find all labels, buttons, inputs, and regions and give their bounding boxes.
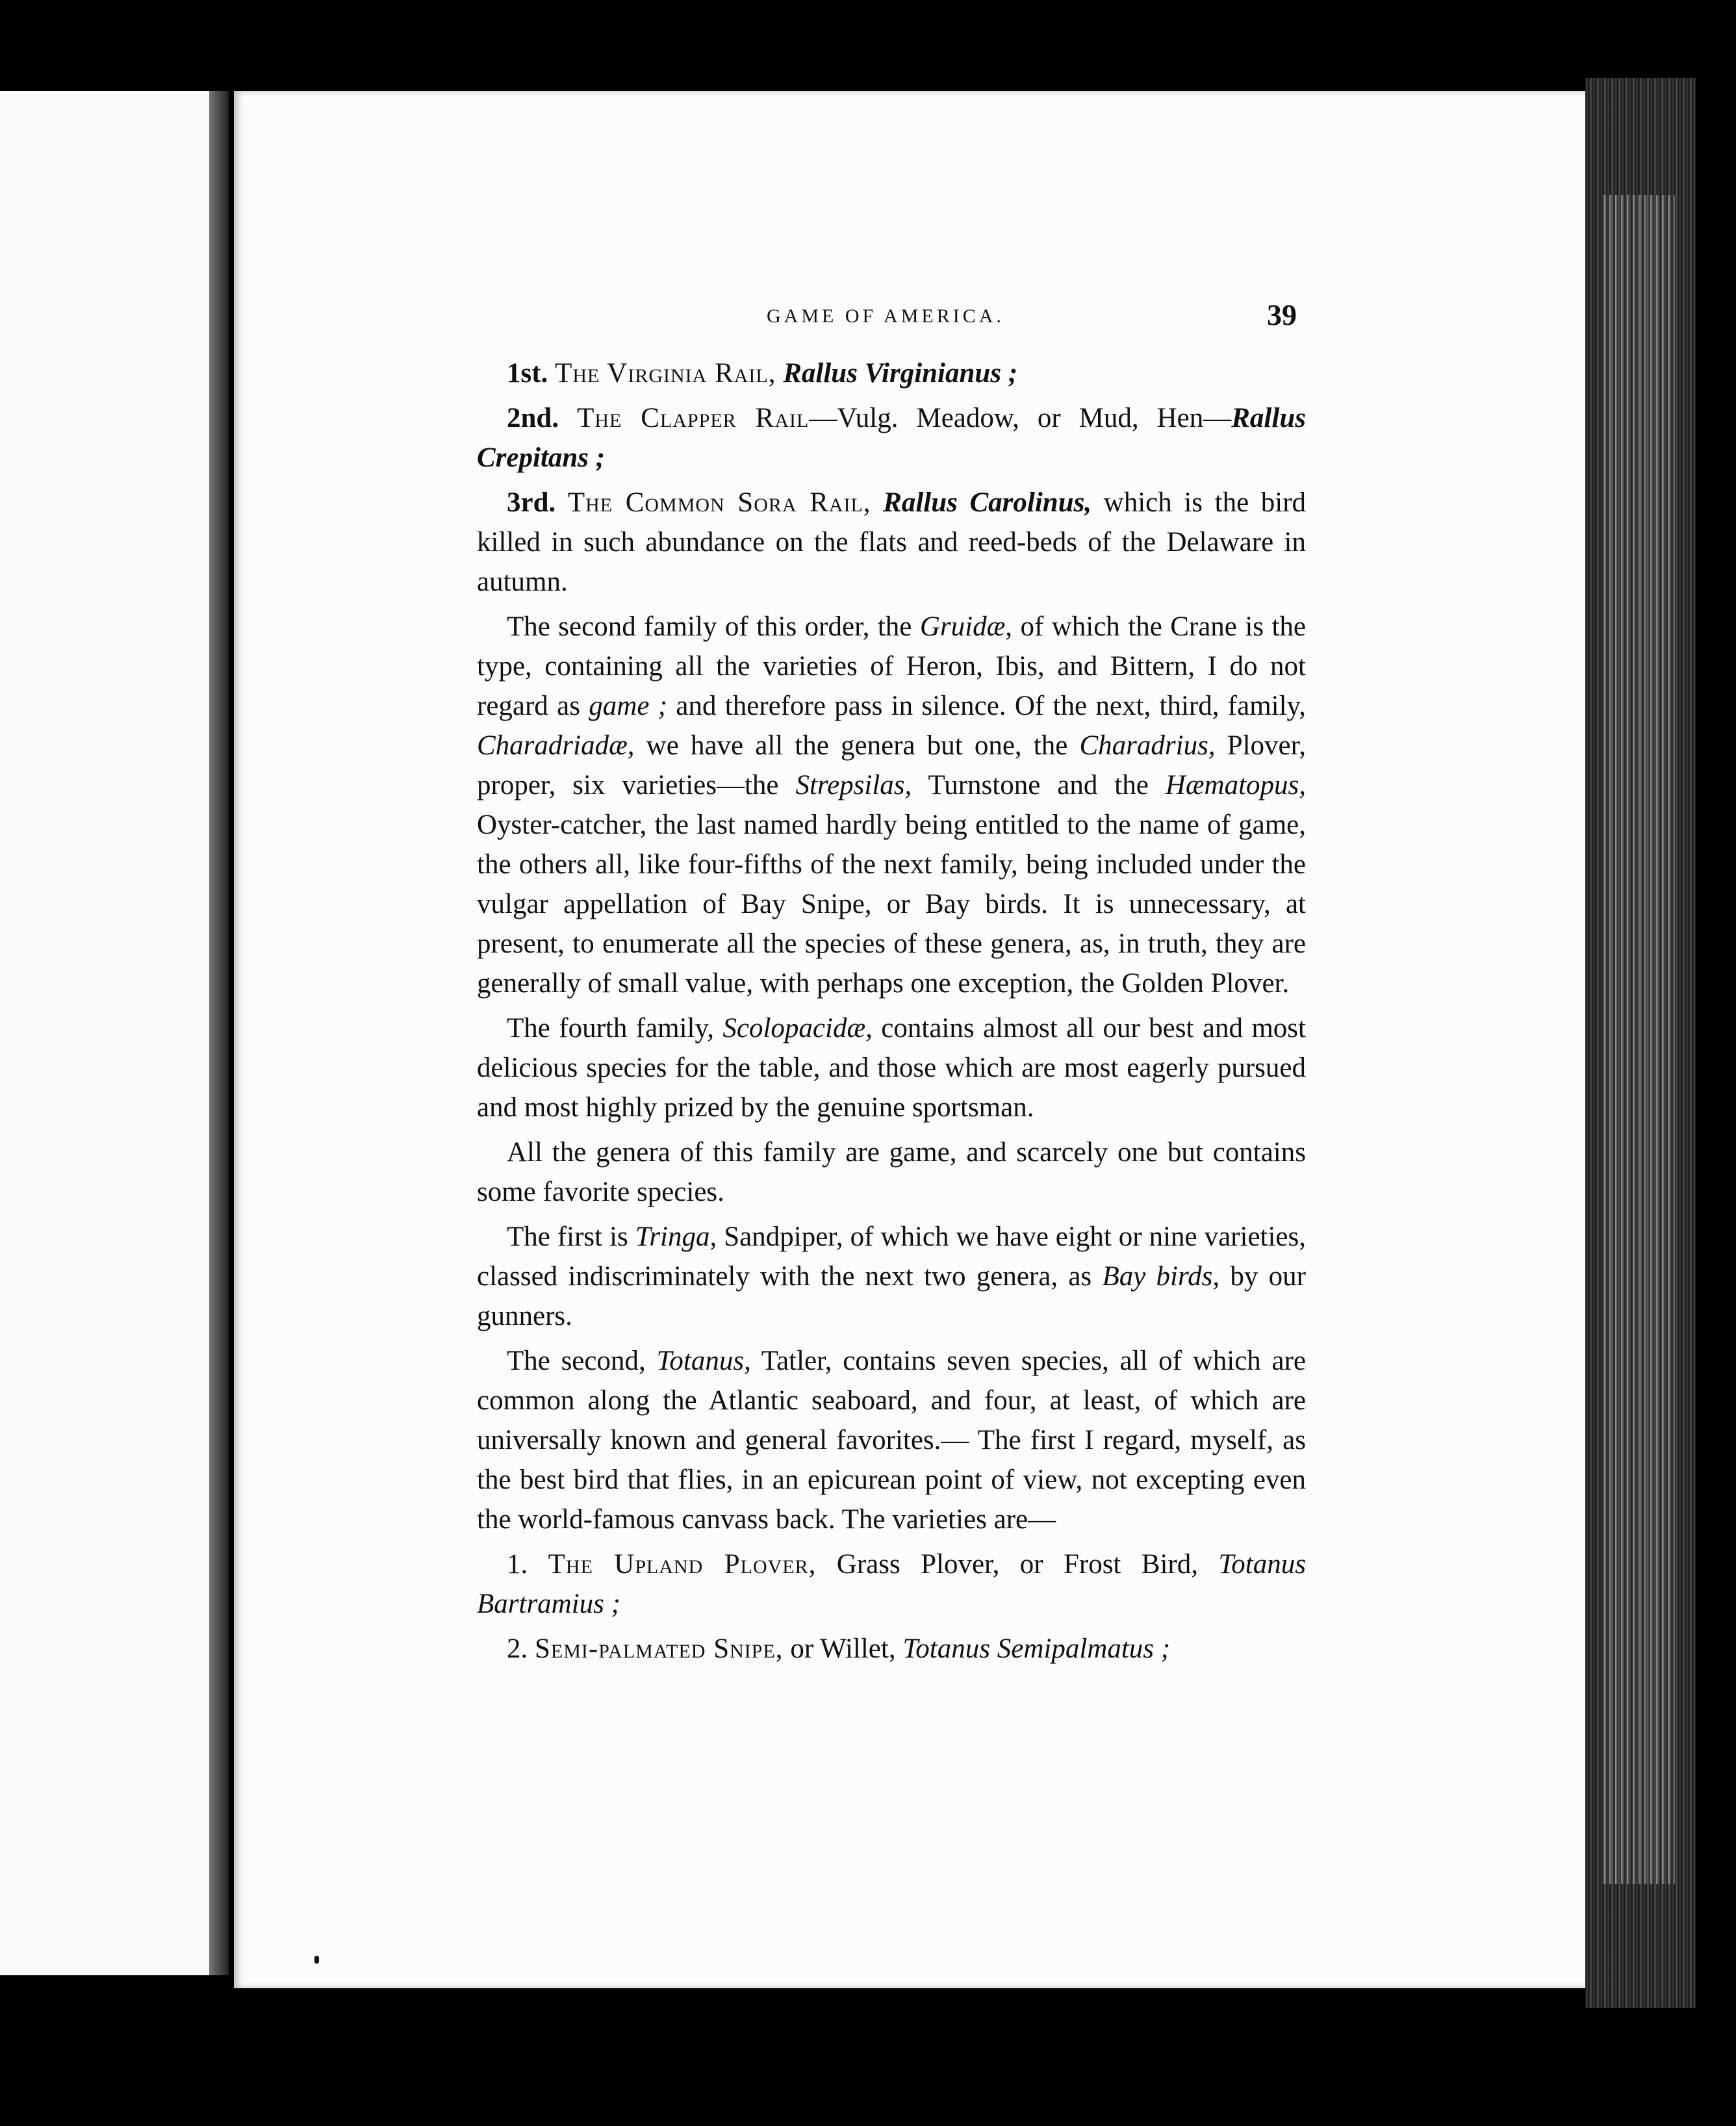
text-segment bbox=[776, 358, 783, 389]
text-segment: we have all the genera but one, the bbox=[634, 730, 1080, 761]
text-segment: 1st. bbox=[507, 358, 555, 389]
book-gutter-shadow bbox=[209, 91, 229, 1975]
text-segment: Strepsilas, bbox=[795, 770, 912, 800]
text-segment: Semi-palmated Snipe, bbox=[535, 1633, 784, 1664]
ink-speck bbox=[314, 1956, 319, 1964]
body-text bbox=[477, 353, 1306, 1674]
paragraph bbox=[477, 1008, 1306, 1127]
text-segment: Grass Plover, or Frost Bird, bbox=[816, 1549, 1219, 1580]
paragraph bbox=[477, 483, 1306, 602]
text-segment: Turnstone and the bbox=[912, 770, 1166, 800]
text-segment: which is the bird killed in such abundance on the flats and reed-beds of the Delaware in autumn. bbox=[477, 487, 1307, 597]
text-segment: Gruidæ, bbox=[919, 611, 1013, 642]
paragraph bbox=[477, 1544, 1306, 1624]
text-segment: by our gunners. bbox=[477, 1261, 1307, 1331]
text-segment: The first is bbox=[507, 1222, 635, 1252]
text-segment: of which the Crane is the type, containing all the varieties of Heron, Ibis, and Bittern, I do not regard as bbox=[477, 611, 1306, 721]
facing-page-blank bbox=[0, 91, 218, 1975]
text-segment: —Vulg. Meadow, or Mud, Hen— bbox=[809, 403, 1232, 433]
text-segment: Scolopacidæ, bbox=[722, 1013, 873, 1044]
page-number: 39 bbox=[1267, 298, 1297, 331]
text-segment: Rallus Carolinus, bbox=[883, 487, 1092, 518]
text-segment: The Clapper Rail bbox=[577, 403, 810, 433]
text-segment: The Virginia Rail, bbox=[555, 358, 776, 389]
text-segment: Oyster-catcher, the last named hardly being entitled to the name of game, the others all, like four-fifths of the next family, being included under the vulgar appellation of Bay Snipe, or Bay birds. It is unnecessary, at present, to enumerate all the species of these genera, as, in truth, they are generally of small value, with perhaps one exception, the Golden Plover. bbox=[477, 810, 1306, 999]
text-segment: All the genera of this family are game, and scarcely one but contains some favorite species. bbox=[477, 1137, 1306, 1207]
text-segment: Plover, proper, six varieties—the bbox=[477, 730, 1306, 800]
text-segment: Bay birds, bbox=[1102, 1261, 1220, 1292]
text-segment: 3rd. bbox=[507, 487, 568, 518]
text-segment: Charadriadæ, bbox=[477, 730, 635, 761]
text-segment: Totanus, bbox=[656, 1346, 751, 1376]
paragraph bbox=[477, 398, 1306, 478]
paragraph bbox=[477, 1341, 1306, 1539]
text-segment: Rallus Virginianus ; bbox=[783, 358, 1018, 389]
text-segment: Sandpiper, of which we have eight or nine varieties, classed indiscriminately with the next two genera, as bbox=[477, 1222, 1306, 1292]
paragraph bbox=[477, 353, 1306, 393]
text-segment: Totanus Semipalmatus ; bbox=[902, 1633, 1171, 1664]
text-segment: The Upland Plover, bbox=[548, 1549, 817, 1580]
text-segment: 2nd. bbox=[507, 403, 578, 433]
text-segment: 2. bbox=[507, 1633, 535, 1664]
text-segment: Totanus Bartramius ; bbox=[477, 1549, 1306, 1619]
paragraph bbox=[477, 1629, 1306, 1669]
running-head: GAME OF AMERICA. bbox=[767, 305, 1004, 327]
text-segment: contains almost all our best and most delicious species for the table, and those which are most eagerly pursued and most highly prized by the genuine sportsman. bbox=[477, 1013, 1306, 1123]
text-segment: The Common Sora Rail, bbox=[567, 487, 871, 518]
text-segment: Hæmatopus, bbox=[1165, 770, 1306, 800]
paragraph bbox=[477, 607, 1306, 1003]
paragraph bbox=[477, 1217, 1306, 1336]
page-fore-edge-highlight bbox=[1603, 195, 1675, 1884]
text-segment: or Willet, bbox=[783, 1633, 903, 1664]
text-segment: The second family of this order, the bbox=[507, 611, 920, 642]
text-segment: Rallus Crepitans ; bbox=[477, 403, 1306, 473]
text-segment: Charadrius, bbox=[1079, 730, 1216, 761]
text-segment: 1. bbox=[507, 1549, 548, 1580]
text-segment: Tringa, bbox=[635, 1222, 717, 1252]
text-segment: The fourth family, bbox=[507, 1013, 723, 1044]
paragraph bbox=[477, 1133, 1306, 1212]
text-segment: The second, bbox=[507, 1346, 657, 1376]
text-segment: game ; bbox=[589, 691, 668, 721]
text-segment bbox=[871, 487, 884, 518]
text-segment: Tatler, contains seven species, all of which are common along the Atlantic seaboard, and four, at least, of which are universally known and general favorites.— The first I regard, myself, as the best bird that flies, in an epicurean point of view, not excepting even the world-famous canvass back. The varieties are— bbox=[477, 1346, 1306, 1535]
text-segment: and therefore pass in silence. Of the next, third, family, bbox=[667, 691, 1306, 721]
